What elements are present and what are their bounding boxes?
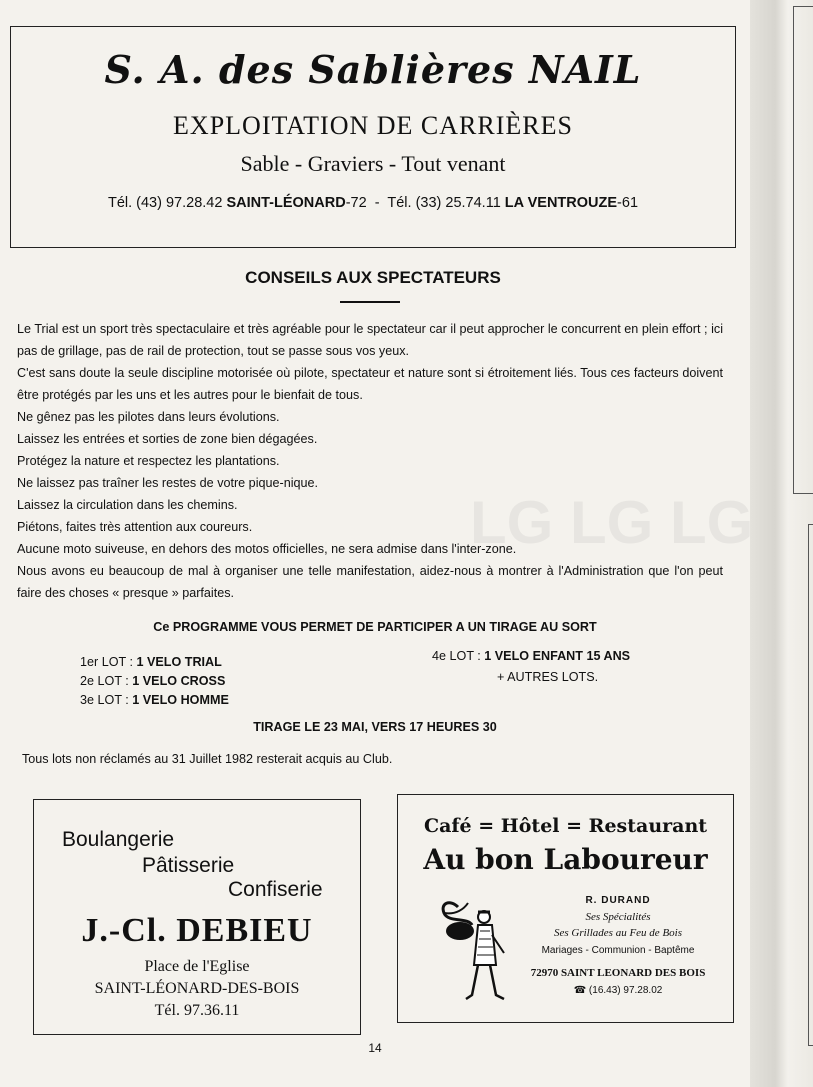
- quarry-phones: Tél. (43) 97.28.42 SAINT-LÉONARD-72 - Tél. (33) 25.74.11 LA VENTROUZE-61: [107, 195, 639, 211]
- raffle-lot: 1er LOT : 1 VELO TRIAL: [80, 655, 222, 669]
- quarry-advertisement: [10, 26, 736, 248]
- quarry-brand: S. A. des Sablières NAIL: [104, 47, 642, 92]
- paragraph: Ne laissez pas traîner les restes de votre pique-nique.: [17, 476, 319, 490]
- raffle-other-lots: + AUTRES LOTS.: [497, 670, 599, 684]
- restaurant-type: Café = Hôtel = Restaurant: [423, 815, 708, 837]
- advice-text: [17, 318, 723, 604]
- paragraph: Nous avons eu beaucoup de mal à organiser une telle manifestation, aidez-nous à montrer à l'Administration que l'on peut faire des choses « presque » parfaites.: [17, 564, 723, 600]
- show-through-watermark: LG LG LG: [470, 489, 754, 556]
- paragraph: Ne gênez pas les pilotes dans leurs évolutions.: [17, 410, 280, 424]
- title-underline: [340, 301, 400, 303]
- paragraph: Aucune moto suiveuse, en dehors des motos officielles, ne sera admise dans l'inter-zone.: [17, 542, 517, 556]
- restaurant-specialty: Ses Grillades au Feu de Bois: [553, 927, 682, 939]
- quarry-activity: EXPLOITATION DE CARRIÈRES: [173, 111, 573, 140]
- bakery-line: Boulangerie: [62, 828, 175, 851]
- paragraph: Protégez la nature et respectez les plantations.: [17, 454, 280, 468]
- page-number: 14: [368, 1041, 382, 1055]
- facing-page-frame: [808, 524, 813, 1046]
- ploughman-illustration-icon: [438, 895, 518, 1007]
- section-title: CONSEILS AUX SPECTATEURS: [245, 268, 501, 287]
- restaurant-advertisement: [397, 794, 734, 1023]
- quarry-products: Sable - Graviers - Tout venant: [240, 151, 506, 176]
- restaurant-events: Mariages - Communion - Baptême: [541, 945, 695, 956]
- raffle-heading: Ce PROGRAMME VOUS PERMET DE PARTICIPER A UN TIRAGE AU SORT: [153, 620, 597, 634]
- restaurant-name: Au bon Laboureur: [423, 843, 708, 876]
- restaurant-owner: R. DURAND: [585, 895, 651, 906]
- bakery-advertisement: [33, 799, 361, 1035]
- paragraph: Piétons, faites très attention aux coureurs.: [17, 520, 253, 534]
- raffle-lot: 2e LOT : 1 VELO CROSS: [80, 674, 226, 688]
- bakery-phone: Tél. 97.36.11: [154, 1002, 240, 1019]
- restaurant-specialties-heading: Ses Spécialités: [585, 911, 651, 923]
- raffle-draw-date: TIRAGE LE 23 MAI, VERS 17 HEURES 30: [253, 720, 497, 734]
- paragraph: C'est sans doute la seule discipline motorisée où pilote, spectateur et nature sont si étroitement liés. Tous ces facteurs doivent être protégés par les uns et les autres pour le bienfait de tous.: [17, 366, 723, 402]
- bakery-line: Pâtisserie: [142, 854, 235, 877]
- facing-page-frame: [793, 6, 813, 494]
- bakery-town: SAINT-LÉONARD-DES-BOIS: [94, 980, 300, 997]
- paragraph: Le Trial est un sport très spectaculaire et très agréable pour le spectateur car il peut approcher le concurrent en plein effort ; ici pas de grillage, pas de rail de protection, tout se passe sous vos yeux.: [17, 322, 723, 358]
- restaurant-address: 72970 SAINT LEONARD DES BOIS: [530, 967, 706, 979]
- bakery-name: J.-Cl. DEBIEU: [81, 912, 313, 949]
- restaurant-phone: ☎ (16.43) 97.28.02: [573, 985, 663, 996]
- bakery-line: Confiserie: [228, 878, 323, 901]
- raffle-lot: 4e LOT : 1 VELO ENFANT 15 ANS: [432, 649, 631, 663]
- paragraph: Laissez les entrées et sorties de zone bien dégagées.: [17, 432, 318, 446]
- bakery-place: Place de l'Eglise: [144, 958, 250, 975]
- raffle-lot: 3e LOT : 1 VELO HOMME: [80, 693, 229, 707]
- raffle-note: Tous lots non réclamés au 31 Juillet 1982 resterait acquis au Club.: [22, 752, 393, 766]
- paragraph: Laissez la circulation dans les chemins.: [17, 498, 238, 512]
